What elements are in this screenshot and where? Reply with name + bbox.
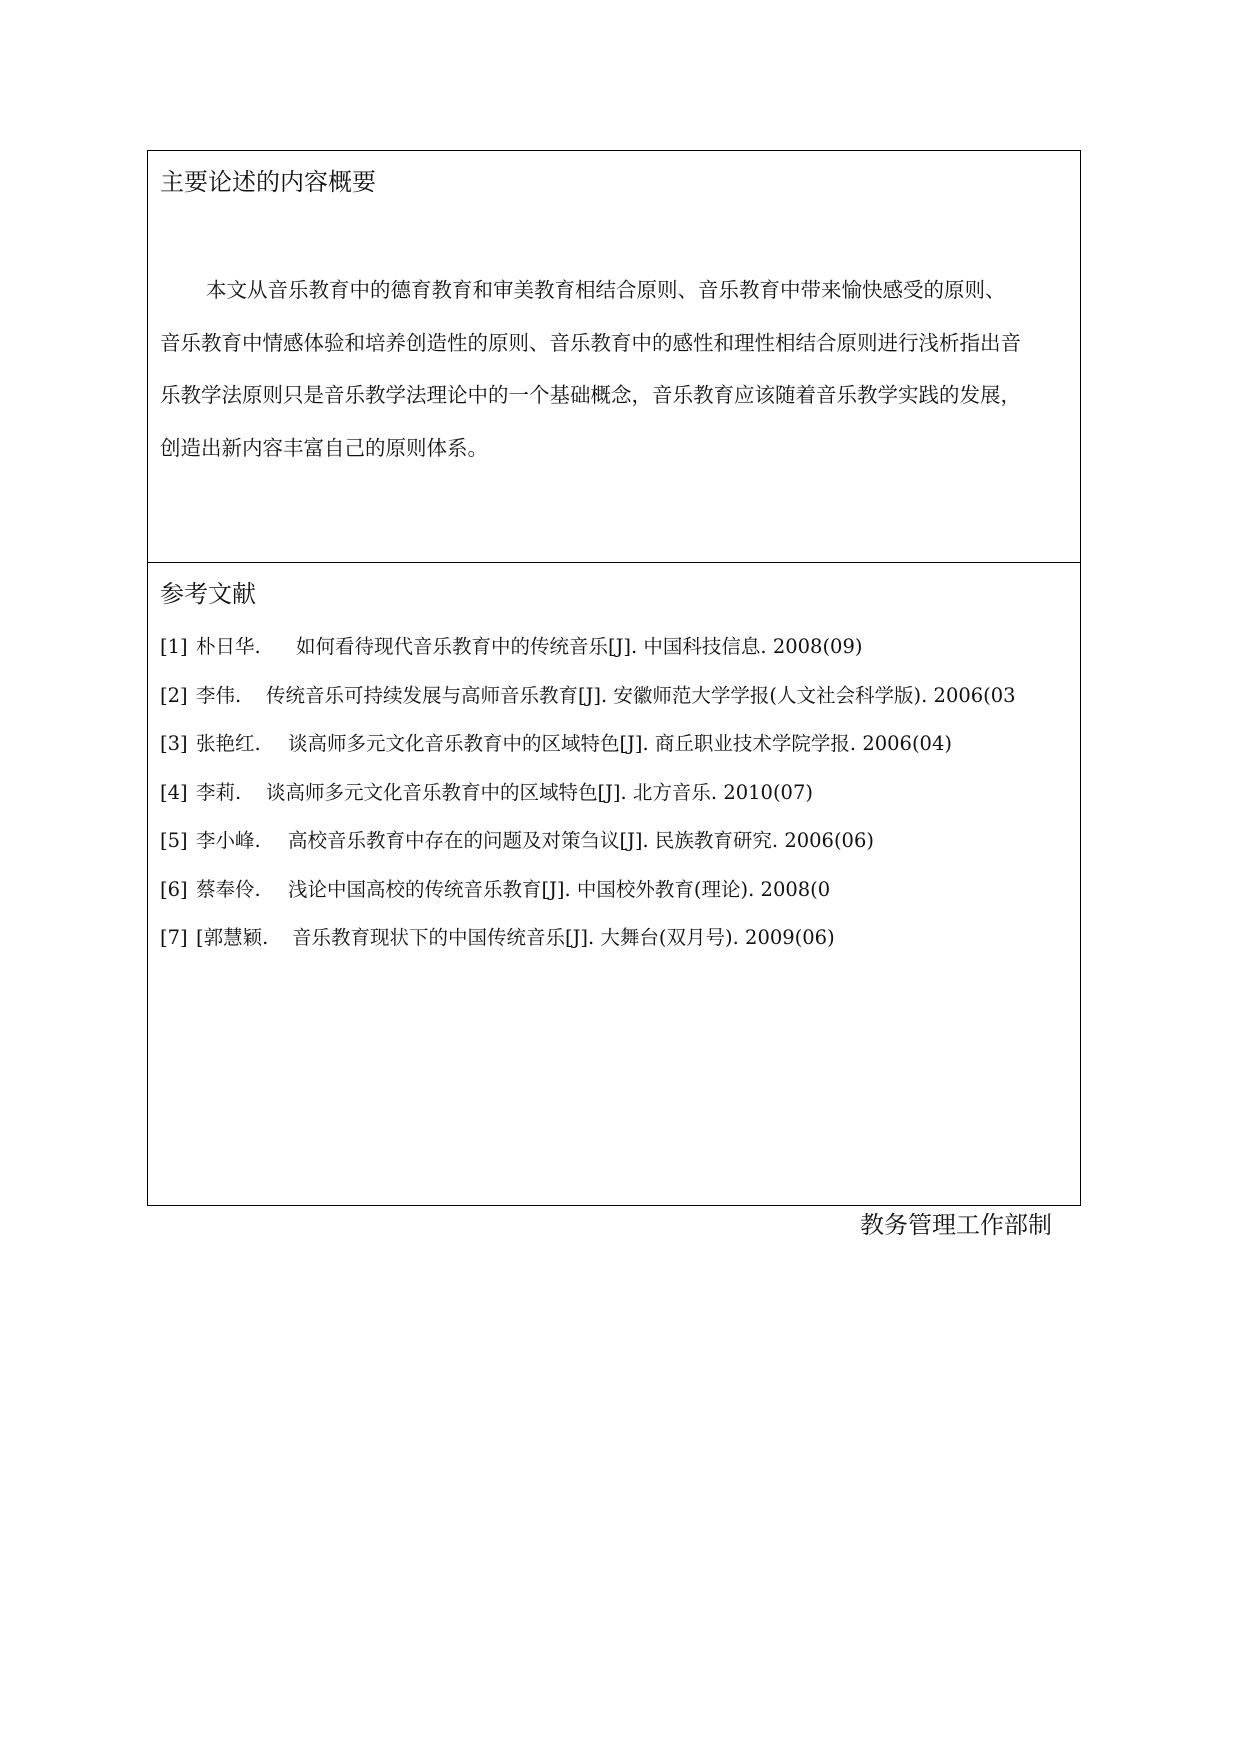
summary-line: 音乐教育中情感体验和培养创造性的原则、音乐教育中的感性和理性相结合原则进行浅析指出音: [160, 330, 1021, 355]
summary-line: 本文从音乐教育中的德育教育和审美教育相结合原则、音乐教育中带来愉快感受的原则、: [206, 278, 1006, 302]
reference-detail: 浅论中国高校的传统音乐教育[J]. 中国校外教育(理论). 2008(0: [288, 877, 831, 901]
issuer-footer: 教务管理工作部制: [860, 1211, 1052, 1239]
reference-author: 李莉.: [196, 780, 242, 804]
reference-number: [4]: [160, 780, 188, 804]
reference-item: [160, 914, 1080, 963]
reference-number: [6]: [160, 877, 188, 901]
reference-author: 朴日华.: [196, 635, 261, 658]
reference-author: 李伟.: [196, 683, 242, 707]
reference-list: [160, 623, 1080, 963]
reference-number: [3]: [160, 732, 188, 755]
summary-line: 创造出新内容丰富自己的原则体系。: [160, 435, 488, 460]
references-heading: 参考文献: [160, 580, 256, 608]
reference-number: [7]: [160, 926, 188, 949]
summary-line: 乐教学法原则只是音乐教学法理论中的一个基础概念，音乐教育应该随着音乐教学实践的发展，: [160, 383, 1021, 407]
reference-detail: 音乐教育现状下的中国传统音乐[J]. 大舞台(双月号). 2009(06): [292, 926, 835, 949]
summary-body: [160, 264, 1070, 474]
reference-item: [160, 817, 1080, 866]
summary-section: [148, 151, 1080, 563]
reference-item: [160, 720, 1080, 769]
reference-detail: 如何看待现代音乐教育中的传统音乐[J]. 中国科技信息. 2008(09): [296, 635, 863, 658]
references-section: [148, 563, 1080, 1205]
reference-detail: 谈高师多元文化音乐教育中的区域特色[J]. 商丘职业技术学院学报. 2006(04): [288, 732, 952, 755]
reference-item: [160, 769, 1080, 818]
reference-author: 李小峰.: [196, 829, 261, 852]
reference-number: [1]: [160, 635, 188, 658]
reference-detail: 高校音乐教育中存在的问题及对策刍议[J]. 民族教育研究. 2006(06): [288, 829, 874, 852]
reference-item: [160, 866, 1080, 915]
reference-item: [160, 623, 1080, 672]
reference-item: [160, 672, 1080, 721]
reference-number: [5]: [160, 829, 188, 852]
reference-number: [2]: [160, 683, 188, 707]
reference-detail: 谈高师多元文化音乐教育中的区域特色[J]. 北方音乐. 2010(07): [266, 780, 813, 804]
reference-author: 蔡奉伶.: [196, 877, 261, 901]
reference-author: [郭慧颖.: [196, 926, 269, 949]
reference-detail: 传统音乐可持续发展与高师音乐教育[J]. 安徽师范大学学报(人文社会科学版). 2006(03: [266, 683, 1016, 707]
reference-author: 张艳红.: [196, 732, 261, 755]
summary-heading: 主要论述的内容概要: [160, 168, 376, 196]
report-form-table: [147, 150, 1081, 1206]
